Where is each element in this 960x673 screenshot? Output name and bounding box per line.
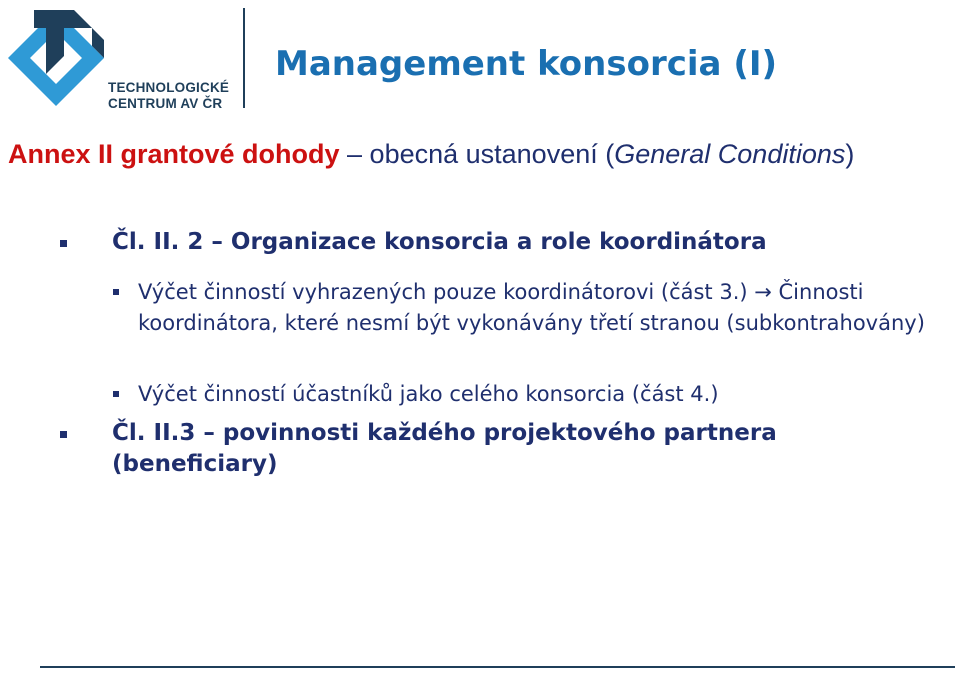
sub-item-1: Výčet činností vyhrazených pouze koordinátorovi (část 3.) → Činnosti koordinátora, které nesmí být vykonávány třetí stranou (subkontrahovány)	[138, 280, 925, 335]
intro-paragraph	[8, 138, 938, 171]
intro-highlight: Annex II grantové dohody	[8, 139, 340, 169]
tc-av-cr-logo	[4, 2, 236, 114]
list-item-2: Čl. II.3 – povinnosti každého projektového partnera (beneficiary)	[112, 420, 777, 477]
bullet-icon	[113, 289, 119, 295]
footer-divider	[40, 666, 955, 668]
logo-text-line1: TECHNOLOGICKÉ	[108, 80, 230, 95]
intro-close: )	[845, 139, 855, 169]
bullet-icon	[60, 431, 67, 438]
intro-dash-text: – obecná ustanovení (	[339, 139, 615, 169]
intro-italic-text: General Conditions	[614, 139, 846, 169]
bullet-icon	[113, 391, 119, 397]
logo-mark-icon	[4, 2, 108, 114]
sub-item-2: Výčet činností účastníků jako celého konsorcia (část 4.)	[138, 382, 719, 406]
list-item-1: Čl. II. 2 – Organizace konsorcia a role koordinátora	[112, 229, 767, 255]
logo-text-line2: CENTRUM AV ČR	[108, 96, 223, 111]
header-divider	[243, 8, 245, 108]
bullet-icon	[60, 240, 67, 247]
slide-title: Management konsorcia (I)	[275, 44, 778, 84]
